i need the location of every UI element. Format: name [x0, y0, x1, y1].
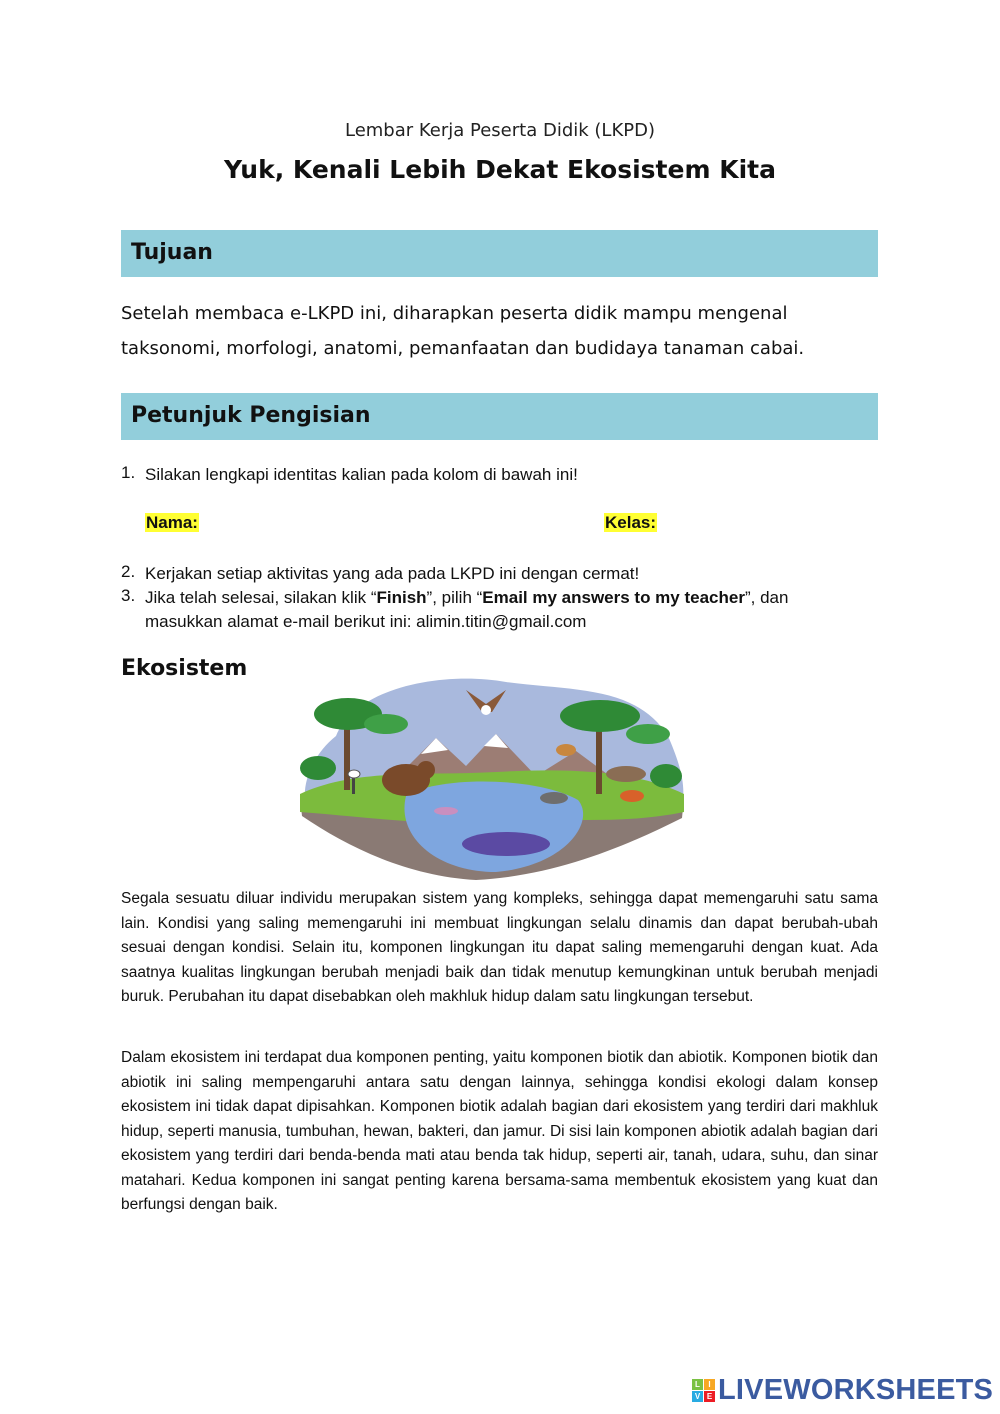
kelas-label: Kelas: — [605, 513, 657, 532]
tujuan-banner — [121, 230, 878, 277]
tujuan-text: Setelah membaca e-LKPD ini, diharapkan peserta didik mampu mengenal taksonomi, morfologi, anatomi, pemanfaatan dan budidaya tanaman cabai. — [121, 303, 805, 359]
liveworksheets-logo — [692, 1374, 993, 1407]
instruction-number: 1. — [121, 463, 136, 482]
instruction-text: Silakan lengkapi identitas kalian pada kolom di bawah ini! — [145, 465, 578, 484]
nama-field[interactable] — [145, 512, 199, 534]
ekosistem-paragraph-2: Dalam ekosistem ini terdapat dua komponen penting, yaitu komponen biotik dan abiotik. Komponen biotik dan abiotik ini saling mempengaruhi antara satu dengan lainnya, sehingga kondisi ekologi dalam konsep ekosistem ini tidak dapat dipisahkan. Komponen biotik adalah bagian dari ekosistem yang terdiri dari makhluk hidup, seperti manusia, tumbuhan, hewan, bakteri, dan jamur. Di sisi lain komponen abiotik adalah bagian dari ekosistem yang terdiri dari benda-benda mati atau benda tak hidup, seperti air, tanah, udara, suhu, dan sinar matahari. Kedua komponen ini sangat penting karena bersama-sama membentuk ekosistem yang kuat dan berfungsi dengan baik. — [121, 1049, 878, 1213]
finish-label: Finish — [376, 588, 427, 607]
worksheet-title: Yuk, Kenali Lebih Dekat Ekosistem Kita — [224, 155, 776, 184]
tujuan-heading: Tujuan — [131, 240, 213, 265]
nama-label: Nama: — [146, 513, 198, 532]
instruction-text: Jika telah selesai, silakan klik “Finish”, pilih “Email my answers to my teacher”, dan masukkan alamat e-mail berikut ini: alimin.titin@gmail.com — [145, 588, 789, 631]
kelas-field[interactable] — [604, 512, 657, 534]
instruction-item — [121, 463, 878, 487]
ecosystem-illustration — [296, 676, 688, 882]
ekosistem-paragraph-1: Segala sesuatu diluar individu merupakan sistem yang kompleks, sehingga dapat memengaruhi satu sama lain. Kondisi yang saling memengaruhi ini membuat lingkungan selalu dinamis dan dapat berubah-ubah sesuai dengan kondisi. Selain itu, komponen lingkungan itu dapat saling memengaruhi dengan kuat. Ada saatnya kualitas lingkungan berubah menjadi baik dan tidak menutup kemungkinan untuk berubah menjadi buruk. Perubahan itu dapat disebabkan oleh makhluk hidup dalam satu lingkungan tersebut. — [121, 890, 878, 1005]
petunjuk-banner — [121, 393, 878, 440]
instruction-text: Kerjakan setiap aktivitas yang ada pada LKPD ini dengan cermat! — [145, 564, 640, 583]
email-option-label: Email my answers to my teacher — [482, 588, 745, 607]
instruction-number: 2. — [121, 562, 136, 581]
liveworksheets-mark-icon: L I V E — [692, 1379, 716, 1403]
liveworksheets-wordmark: LIVEWORKSHEETS — [718, 1374, 994, 1406]
petunjuk-heading: Petunjuk Pengisian — [131, 403, 371, 428]
worksheet-subtitle: Lembar Kerja Peserta Didik (LKPD) — [344, 120, 655, 141]
instruction-item — [121, 586, 878, 634]
instruction-item — [121, 562, 878, 586]
ekosistem-heading: Ekosistem — [121, 656, 248, 681]
instruction-number: 3. — [121, 586, 136, 605]
